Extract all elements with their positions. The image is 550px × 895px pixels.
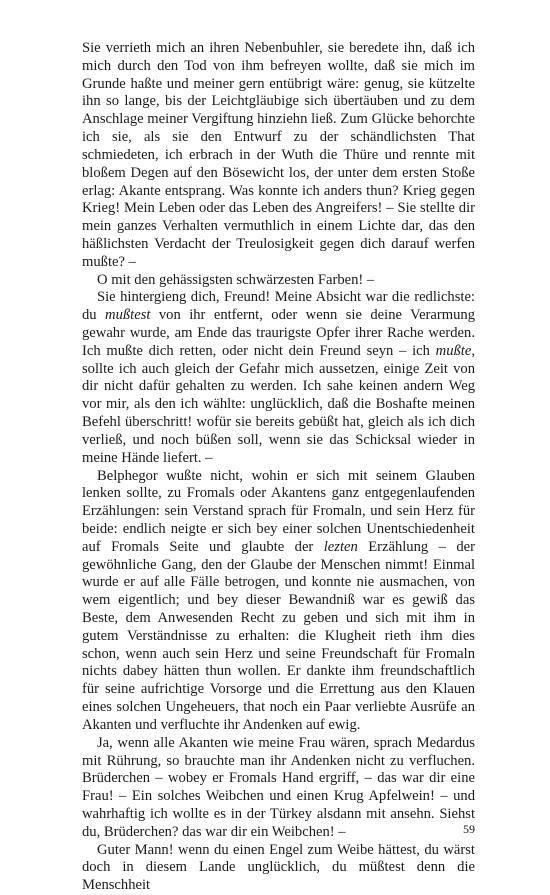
paragraph [82,289,475,467]
text-run: Ja, wenn alle Akanten wie meine Frau wären, sprach Medardus mit Rührung, so brauchte man ihr Andenken nicht zu verfluchen. Brüderchen – wobey er Fromals Hand ergriff, – das war dir eine Frau! – Ein solches Weibchen und einen Krug Apfelwein! – und wahrhaftig ich wollte es in der Türkey alsdann mit ansehn. Siehst du, Brüderchen? das war dir ein Weibchen! – [82,734,475,840]
text-run: Guter Mann! wenn du einen Engel zum Weibe hättest, du wärst doch in diesem Lande unglücklich, du müßtest denn die Menschheit [82,841,475,894]
text-run: sollte ich auch gleich der Gefahr mich aussetzen, einige Zeit von dir nicht dafür gehalten zu werden. Ich sahe keinen andern Weg vor mir, als den ich wählte: unglücklich, daß die Boshafte meinen Befehl überschritt! wofür sie bereits gebüßt hat, gleich als ich dich verließ, und noch büßen soll, wenn sie das Schicksal wieder in meine Hände liefert. – [82,360,475,466]
paragraph [82,735,475,842]
paragraph [82,40,475,272]
text-run: Erzählung – der gewöhnliche Gang, den der Glaube der Menschen nimmt! Einmal wurde er auf alle Fälle betrogen, und konnte nie ausmachen, von wem eigentlich; und bey dieser Bewandniß war es gewiß das Beste, dem Anwesenden Recht zu geben und sich mit ihm in gutem Verständnisse zu erhalten: die Klugheit rieth ihm dies schon, wenn auch sein Herz und seine Freundschaft für Fromaln nichts dabey hätten thun wollen. Er dankte ihm freundschaftlich für seine aufrichtige Vorsorge und die Errettung aus den Klauen eines solchen Ungeheuers, that noch ein Paar verliebte Ausrüfe an Akanten und verfluchte ihr Andenken auf ewig. [82,538,475,733]
text-run: von ihr entfernt, oder wenn sie deine Verarmung gewahr wurde, am Ende das traurigste Opfer ihrer Rache werden. Ich mußte dich retten, oder nicht dein Freund seyn – ich [82,307,475,359]
text-run: Belphegor wußte nicht, wohin er sich mit seinem Glauben lenken sollte, zu Fromals oder Akantens ganz entgegenlaufenden Erzählungen: sein Verstand sprach für Fromaln, und sein Herz für beide: endlich neigte er sich bey einer solchen Unentschiedenheit auf Fromals Seite und glaubte der [82,467,475,555]
emphasized-text: lezten [323,538,358,555]
paragraph [82,468,475,735]
text-run: O mit den gehässigsten schwärzesten Farben! – [97,271,375,288]
body-text [82,40,475,895]
paragraph [82,842,475,895]
emphasized-text: mußte, [435,342,475,359]
paragraph [82,272,475,290]
emphasized-text: mußtest [105,307,151,324]
text-run: Sie hintergieng dich, Freund! Meine Absicht war die redlichste: du [82,289,475,324]
page-number: 59 [463,822,475,836]
text-run: Sie verrieth mich an ihren Nebenbuhler, sie beredete ihn, daß ich mich durch den Tod von ihm befreyen wollte, daß sie mich im Grunde haßte und meiner gern entübrigt wäre: genug, sie kützelte ihn so lange, bis der Leichtgläubige sich übertäuben und zu dem Anschlage meiner Vergiftung hinziehn ließ. Zum Glücke behorchte ich sie, als sie den Entwurf zu der schändlichsten That schmiedeten, ich erbrach in der Wuth die Thüre und rennte mit bloßem Degen auf den Bösewicht los, der unter dem ersten Stoße erlag: Akante entsprang. Was konnte ich anders thun? Krieg gegen Krieg! Mein Leben oder das Leben des Angreifers! – Sie stellte dir mein ganzes Verhalten vermuthlich in einem Lichte dar, das den häßlichsten Verdacht der Treulosigkeit gegen dich darauf werfen mußte? – [82,40,475,270]
